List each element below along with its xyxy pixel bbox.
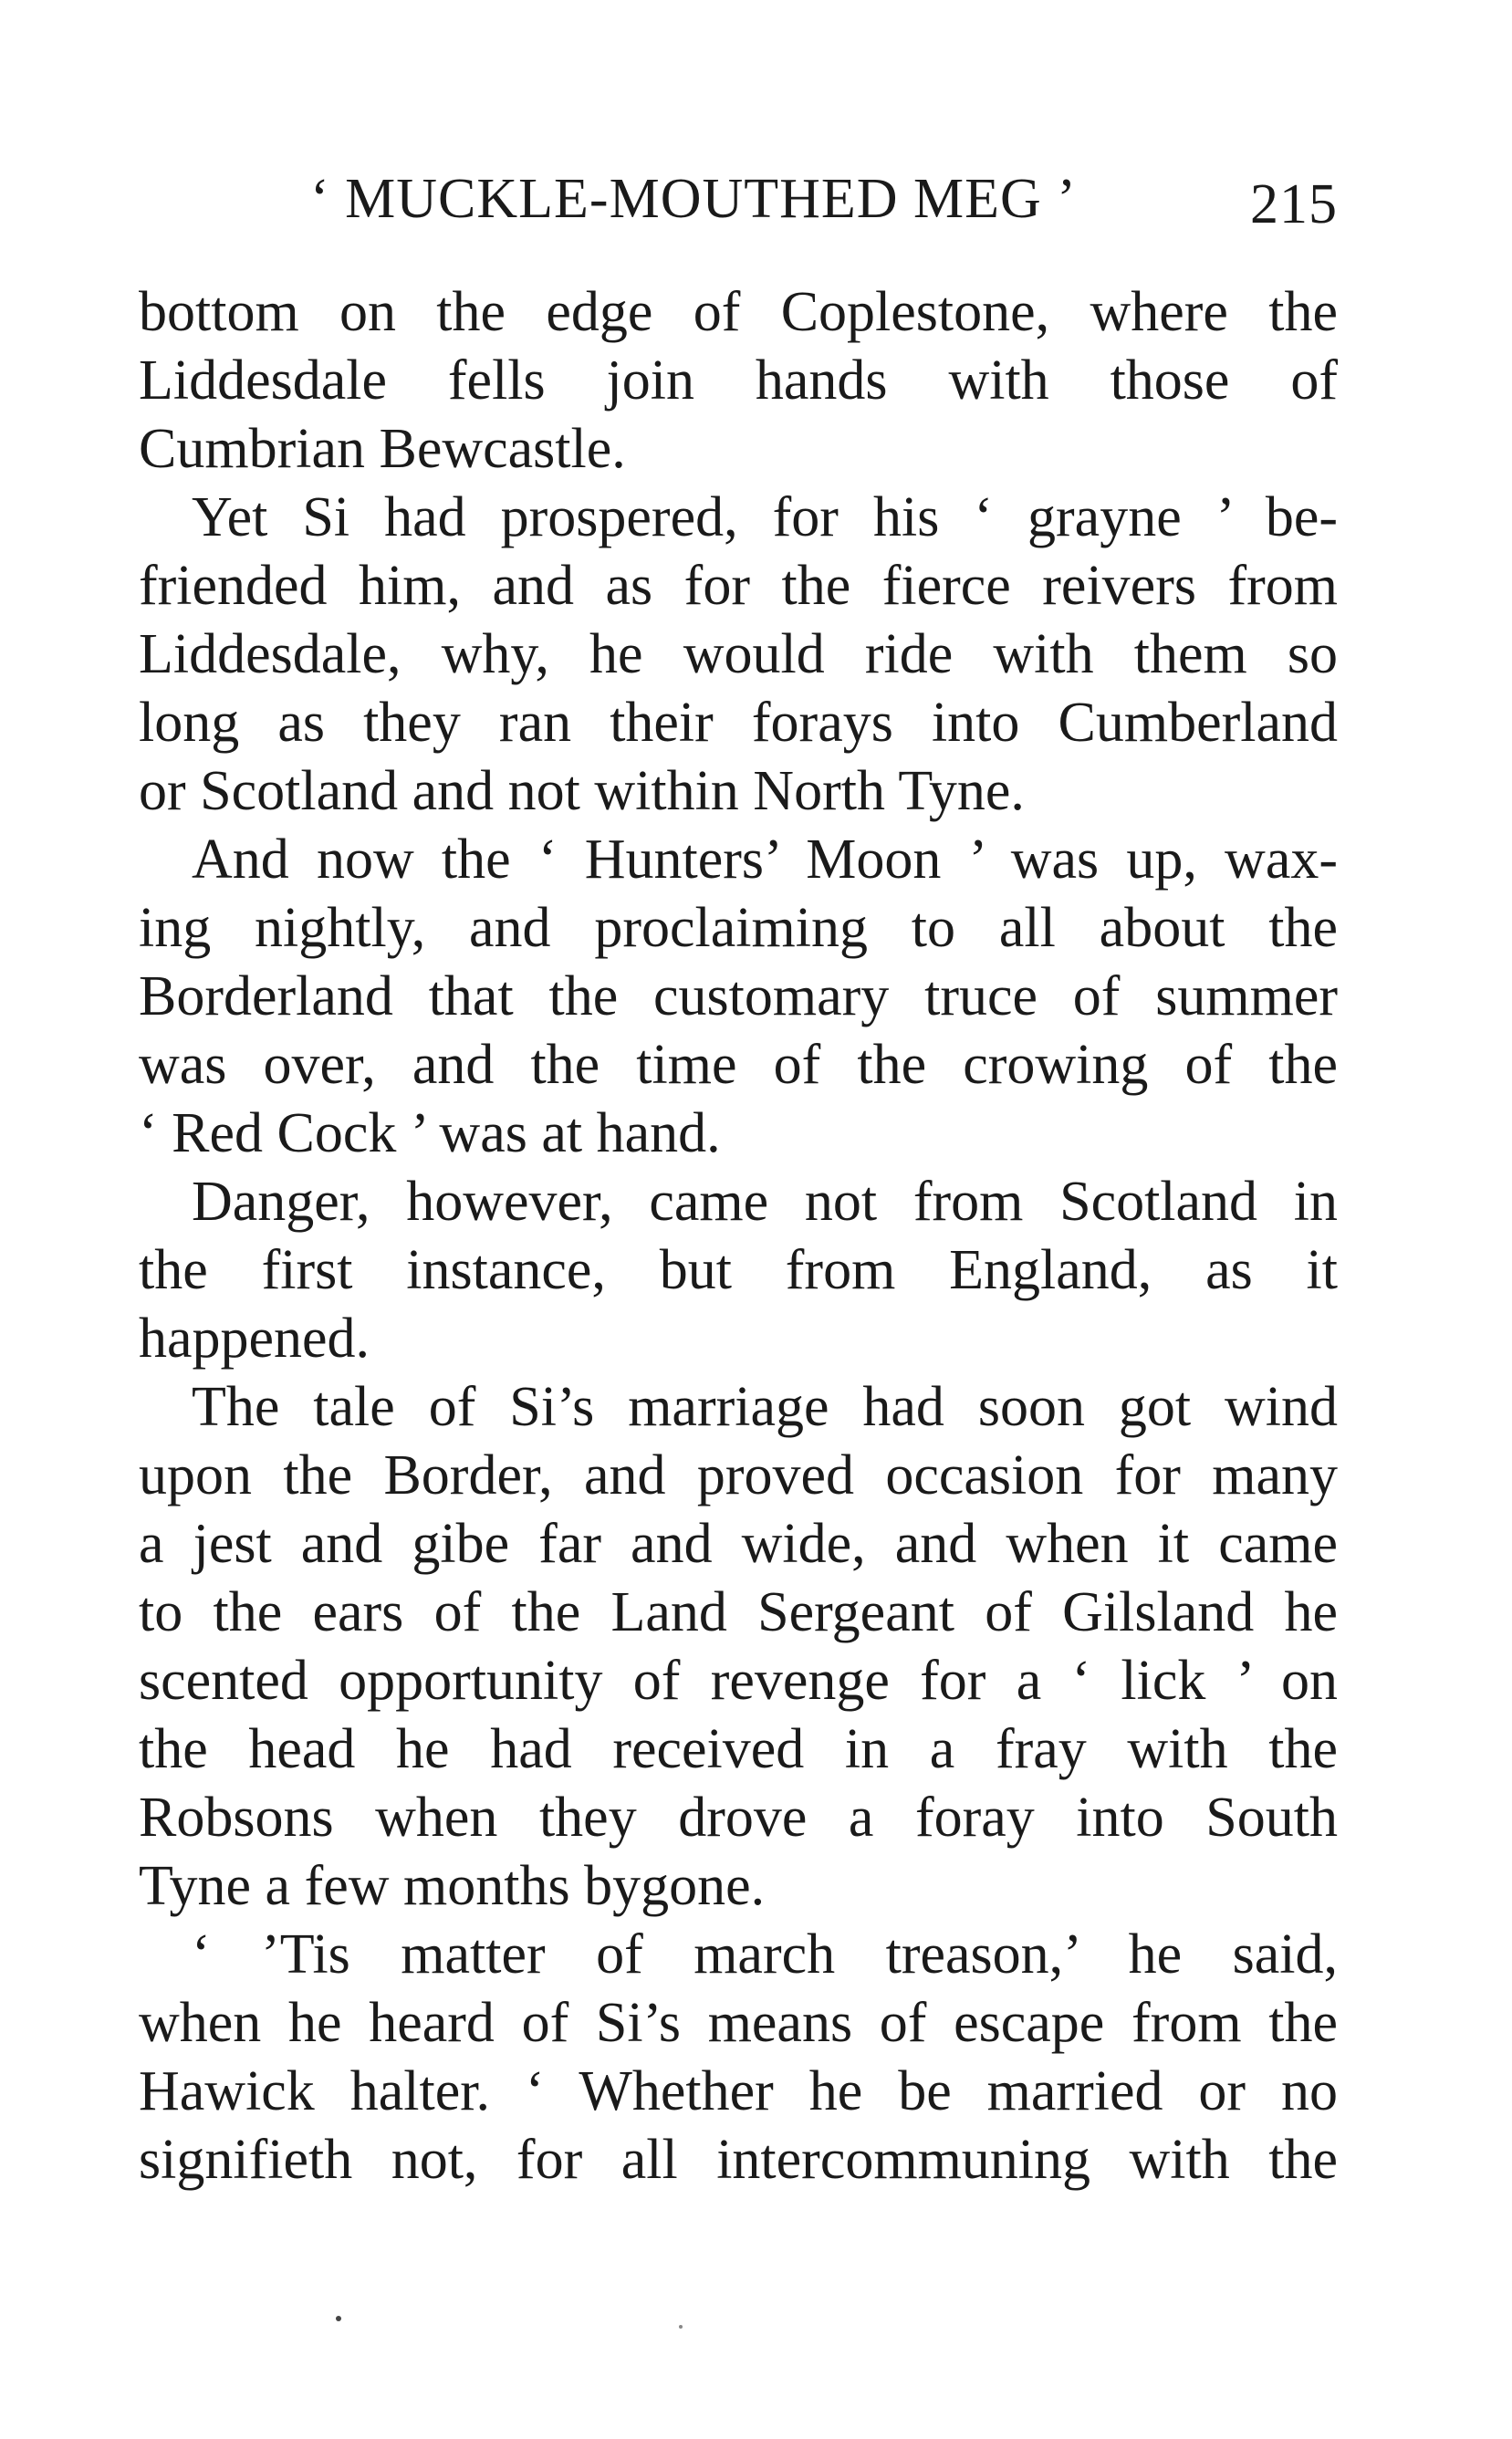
text-line: friended him, and as for the fierce reivers from [139, 555, 1338, 617]
ink-speck [679, 2325, 683, 2329]
text-line: scented opportunity of revenge for a ‘ lick ’ on [139, 1650, 1338, 1712]
text-line: when he heard of Si’s means of escape from the [139, 1992, 1338, 2054]
text-line: Robsons when they drove a foray into South [139, 1787, 1338, 1849]
text-line: Cumbrian Bewcastle. [139, 418, 626, 480]
text-line: upon the Border, and proved occasion for many [139, 1444, 1338, 1506]
text-line: was over, and the time of the crowing of the [139, 1034, 1338, 1096]
paragraph-first-line: Danger, however, came not from Scotland in [192, 1171, 1338, 1233]
text-line: signifieth not, for all intercommuning with the [139, 2129, 1338, 2191]
text-line: the first instance, but from England, as it [139, 1239, 1338, 1301]
text-line: bottom on the edge of Coplestone, where the [139, 281, 1338, 343]
text-line: Hawick halter. ‘ Whether he be married or no [139, 2060, 1338, 2122]
text-line: Tyne a few months bygone. [139, 1855, 766, 1917]
text-line: a jest and gibe far and wide, and when it came [139, 1513, 1338, 1575]
paragraph-first-line: ‘ ’Tis matter of march treason,’ he said, [192, 1923, 1338, 1986]
text-line: ing nightly, and proclaiming to all about the [139, 897, 1338, 959]
running-title: ‘ MUCKLE-MOUTHED MEG ’ [310, 168, 1077, 230]
text-line: the head he had received in a fray with the [139, 1718, 1338, 1780]
text-line: long as they ran their forays into Cumberland [139, 692, 1338, 754]
text-line: Liddesdale fells join hands with those of [139, 349, 1338, 412]
text-line: Liddesdale, why, he would ride with them so [139, 623, 1338, 685]
text-line: Borderland that the customary truce of summer [139, 965, 1338, 1027]
body-text [139, 278, 1338, 2194]
text-line: or Scotland and not within North Tyne. [139, 760, 1025, 822]
running-head [310, 162, 1338, 235]
paragraph-first-line: And now the ‘ Hunters’ Moon ’ was up, wax- [192, 829, 1338, 891]
paragraph-first-line: The tale of Si’s marriage had soon got wind [192, 1376, 1338, 1438]
text-line: ‘ Red Cock ’ was at hand. [139, 1102, 721, 1164]
text-line: happened. [139, 1308, 370, 1370]
page-number: 215 [1250, 173, 1338, 235]
paragraph-first-line: Yet Si had prospered, for his ‘ grayne ’ be- [192, 486, 1338, 548]
text-line: to the ears of the Land Sergeant of Gilsland he [139, 1581, 1338, 1643]
ink-speck [336, 2316, 341, 2321]
